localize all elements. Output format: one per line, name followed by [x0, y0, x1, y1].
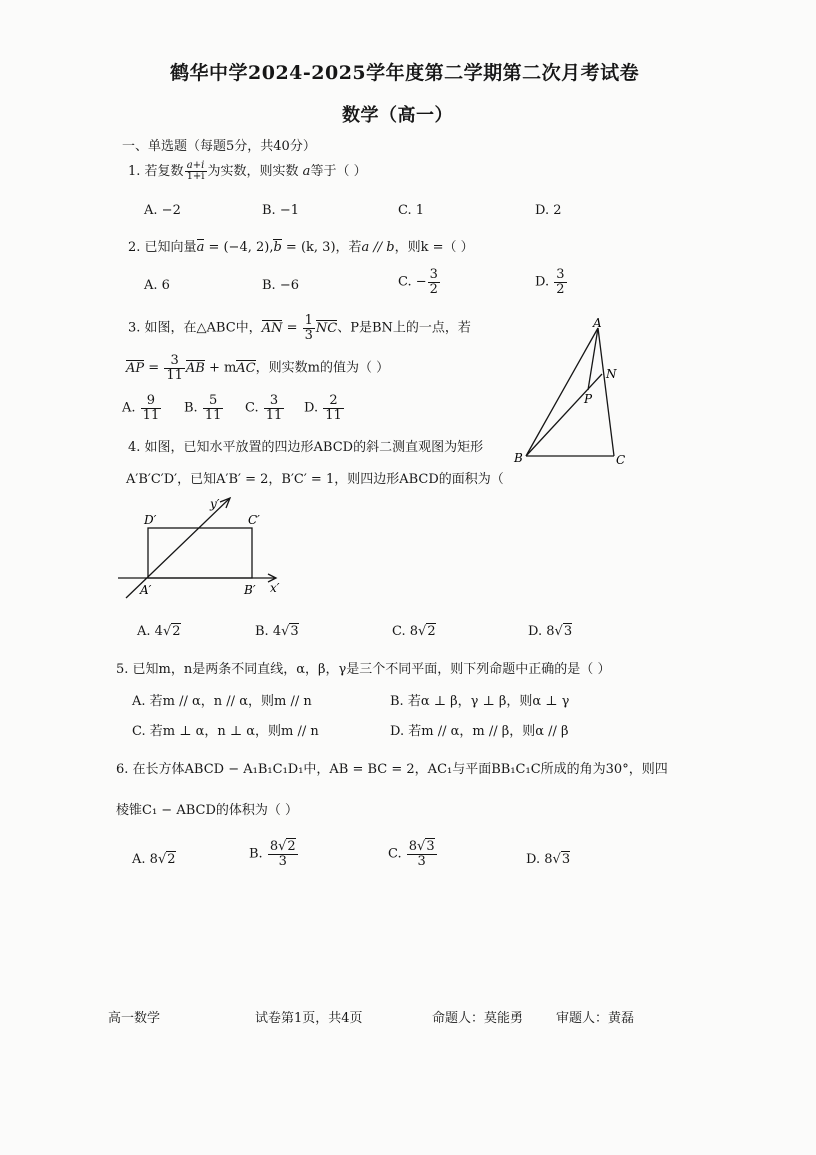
question-3-line-2: AP = $\frac{3}{11}$ AB + mAC，则实数m的值为（ ）	[126, 353, 390, 383]
label-d-prime: D′	[144, 513, 157, 527]
question-6-line-1: 6. 在长方体ABCD − A₁B₁C₁D₁中，AB = BC = 2，AC₁与平面BB₁C₁C所成的角为30°，则四	[116, 762, 668, 777]
q1-option-c[interactable]: C. 1	[398, 203, 425, 218]
q4-option-a[interactable]: A. 4√2	[137, 624, 181, 639]
footer-author: 命题人：莫能勇	[432, 1011, 524, 1026]
q2-option-b[interactable]: B. −6	[262, 278, 299, 293]
label-c-prime: C′	[248, 513, 260, 527]
q3-triangle-figure	[508, 316, 638, 472]
q5-option-d[interactable]: D. 若m // α，m // β，则α // β	[390, 724, 569, 739]
edge-ac	[598, 328, 614, 456]
q5-option-b[interactable]: B. 若α ⊥ β，γ ⊥ β，则α ⊥ γ	[390, 694, 570, 709]
exam-title: 鹤华中学2024-2025学年度第二学期第二次月考试卷	[170, 62, 640, 84]
q6-option-b[interactable]: B. $\frac{8√2}{3}$	[249, 839, 296, 869]
label-a-prime: A′	[140, 583, 152, 597]
question-2-stem: 2. 已知向量a = (−4, 2),b = (k, 3)，若a // b，则k =（ ）	[128, 240, 474, 255]
q3-option-b[interactable]: B. $\frac{5}{11}$	[184, 393, 222, 423]
q3-option-d[interactable]: D. $\frac{2}{11}$	[304, 393, 342, 423]
question-6-line-2: 棱锥C₁ − ABCD的体积为（ ）	[116, 803, 299, 818]
footer-page-number: 试卷第1页，共4页	[255, 1011, 363, 1026]
q4-option-d[interactable]: D. 8√3	[528, 624, 573, 639]
label-b-prime: B′	[244, 583, 256, 597]
segment-bn	[526, 374, 602, 456]
question-4-line-2: A′B′C′D′，已知A′B′ = 2，B′C′ = 1，则四边形ABCD的面积为（	[126, 472, 504, 487]
question-1-stem: 1. 若复数 $\frac{a+i}{1+i}$ 为实数，则实数 a等于（ ）	[128, 159, 367, 182]
label-n: N	[606, 367, 617, 381]
label-c: C	[616, 453, 626, 467]
q1-option-b[interactable]: B. −1	[262, 203, 299, 218]
q6-option-c[interactable]: C. $\frac{8√3}{3}$	[388, 839, 435, 869]
footer-course: 高一数学	[108, 1011, 161, 1026]
q4-rectangle-figure	[112, 494, 292, 606]
question-3-line-1: 3. 如图，在△ABC中，AN = $\frac{1}{3}$ NC、P是BN上的一点，若	[128, 313, 471, 343]
q5-option-a[interactable]: A. 若m // α，n // α，则m // n	[132, 694, 312, 709]
rectangle-abcd	[148, 528, 252, 578]
label-x-prime: x′	[270, 581, 280, 595]
q1-fraction: $\frac{a+i}{1+i}$	[186, 159, 205, 182]
exam-subtitle: 数学（高一）	[342, 105, 453, 126]
q6-option-a[interactable]: A. 8√2	[132, 852, 176, 867]
label-b: B	[514, 451, 523, 465]
q2-option-d[interactable]: D. $\frac{3}{2}$	[535, 267, 565, 297]
question-5-stem: 5. 已知m，n是两条不同直线，α，β，γ是三个不同平面，则下列命题中正确的是（ ）	[116, 662, 611, 677]
q1-option-a[interactable]: A. −2	[144, 203, 181, 218]
q4-option-c[interactable]: C. 8√2	[392, 624, 436, 639]
q5-option-c[interactable]: C. 若m ⊥ α，n ⊥ α，则m // n	[132, 724, 319, 739]
q6-option-d[interactable]: D. 8√3	[526, 852, 571, 867]
q4-option-b[interactable]: B. 4√3	[255, 624, 299, 639]
label-y-prime: y′	[210, 497, 220, 511]
footer-reviewer: 审题人：黄磊	[556, 1011, 635, 1026]
q1-option-d[interactable]: D. 2	[535, 203, 562, 218]
label-p: P	[584, 392, 593, 406]
question-4-line-1: 4. 如图，已知水平放置的四边形ABCD的斜二测直观图为矩形	[128, 440, 484, 455]
q2-option-c[interactable]: C. − $\frac{3}{2}$	[398, 267, 438, 297]
section-heading: 一、单选题（每题5分，共40分）	[122, 139, 316, 154]
label-a: A	[593, 316, 602, 330]
q2-option-a[interactable]: A. 6	[144, 278, 170, 293]
q3-option-a[interactable]: A. $\frac{9}{11}$	[122, 393, 160, 423]
q3-option-c[interactable]: C. $\frac{3}{11}$	[245, 393, 283, 423]
